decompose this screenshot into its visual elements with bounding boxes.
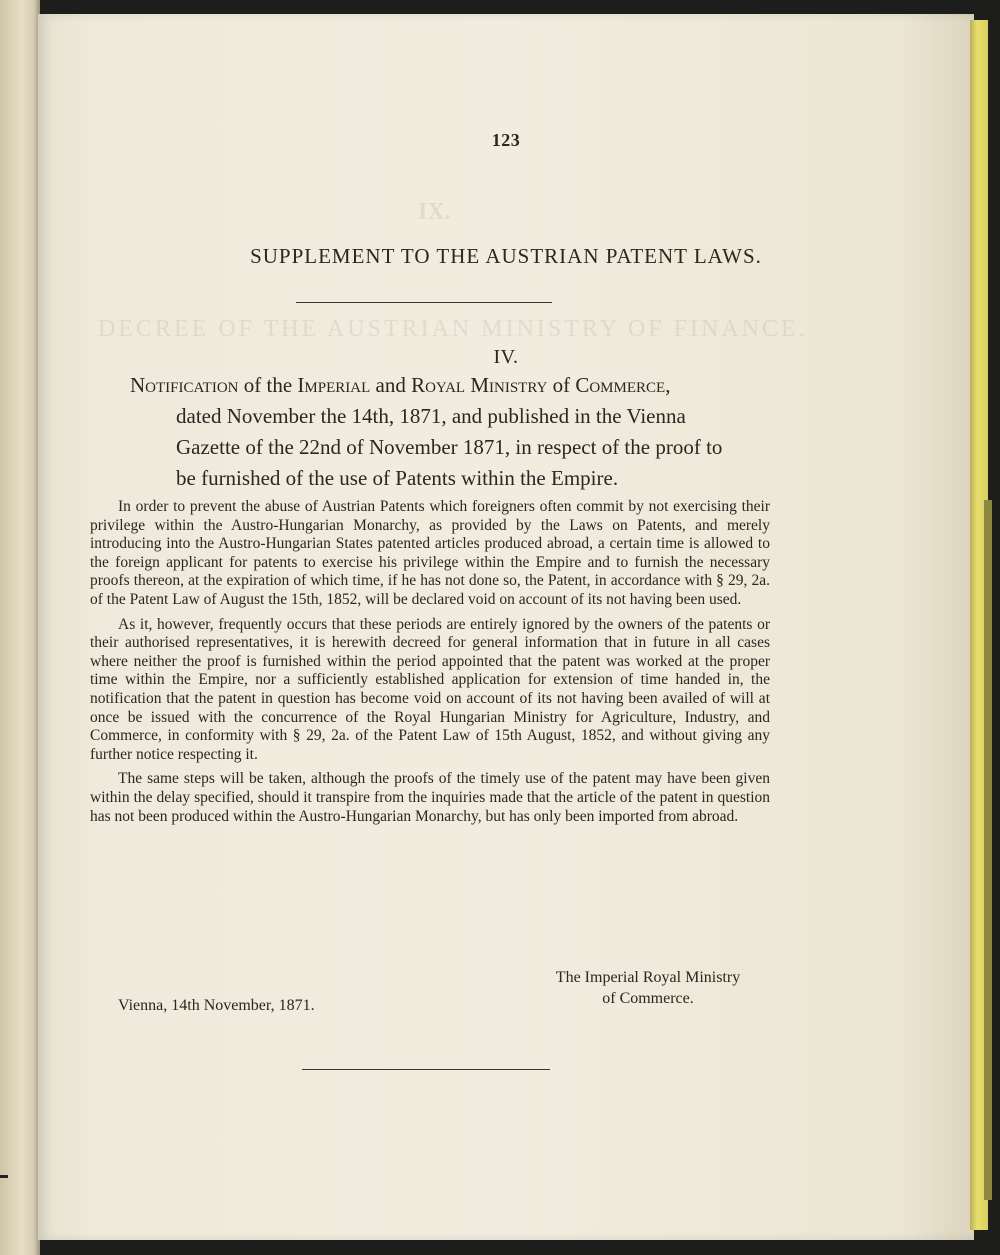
page-sheet [38, 14, 974, 1240]
body-text [90, 498, 770, 832]
notification-word: and [370, 373, 412, 397]
page-title: SUPPLEMENT TO THE AUSTRIAN PATENT LAWS. [250, 244, 762, 268]
paragraph: In order to prevent the abuse of Austrian Patents which foreigners often commit by not exercising their privilege within the Austro-Hungarian Monarchy, as provided by the Laws on Patents, and merely introducing into the Austro-Hungarian States patented articles produced abroad, a certain time is allowed to the foreign applicant for patents to exercise his privilege within the Empire and to furnish the necessary proofs thereon, at the expiration of which time, if he has not done so, the Patent, in accordance with § 29, 2a. of the Patent Law of August the 15th, 1852, will be declared void on account of its not having been used. [90, 498, 770, 608]
page-number: 123 [491, 130, 521, 150]
notification-word: of the [238, 373, 298, 397]
notification-line: dated November the 14th, 1871, and published in the Vienna [176, 404, 686, 428]
paragraph: As it, however, frequently occurs that these periods are entirely ignored by the owners of the patents or their authorised representatives, it is herewith decreed for general information that in future in all cases where neither the proof is furnished within the period appointed that the patent was worked at the proper time within the Empire, nor a sufficiently established application for extension of time handed in, the notification that the patent in question has become void on account of its not having been availed of will at once be issued with the concurrence of the Royal Hungarian Ministry for Agriculture, Industry, and Commerce, in conformity with § 29, 2a. of the Patent Law of 15th August, 1852, and without giving any further notice respecting it. [90, 615, 770, 763]
signature-line: of Commerce. [602, 990, 694, 1007]
notification-line: be furnished of the use of Patents within the Empire. [176, 466, 619, 490]
notification-word: of [547, 373, 576, 397]
show-through: IX. [418, 199, 451, 225]
page-edge-shadow [984, 500, 992, 1200]
date-line: Vienna, 14th November, 1871. [118, 997, 315, 1014]
notification-line: Gazette of the 22nd of November 1871, in respect of the proof to [176, 435, 723, 459]
notification-heading [130, 370, 830, 494]
signature-line: The Imperial Royal Ministry [555, 969, 741, 986]
facing-page-edge [0, 0, 40, 1255]
section-number: IV. [493, 346, 519, 368]
end-divider [302, 1069, 550, 1070]
notification-word: Imperial [297, 373, 371, 397]
paragraph: The same steps will be taken, although the proofs of the timely use of the patent may have been given within the delay specified, should it transpire from the inquiries made that the article of the patent in question has not been produced within the Austro-Hungarian Monarchy, but has only been imported from abroad. [90, 770, 770, 825]
margin-mark [0, 1175, 8, 1178]
notification-word: Royal Ministry [411, 373, 548, 397]
show-through: DECREE OF THE AUSTRIAN MINISTRY OF FINANCE. [98, 316, 808, 342]
notification-word: Notification [130, 373, 239, 397]
notification-word: Commerce, [575, 373, 671, 397]
title-divider [296, 302, 552, 303]
signature-block [508, 967, 788, 1009]
